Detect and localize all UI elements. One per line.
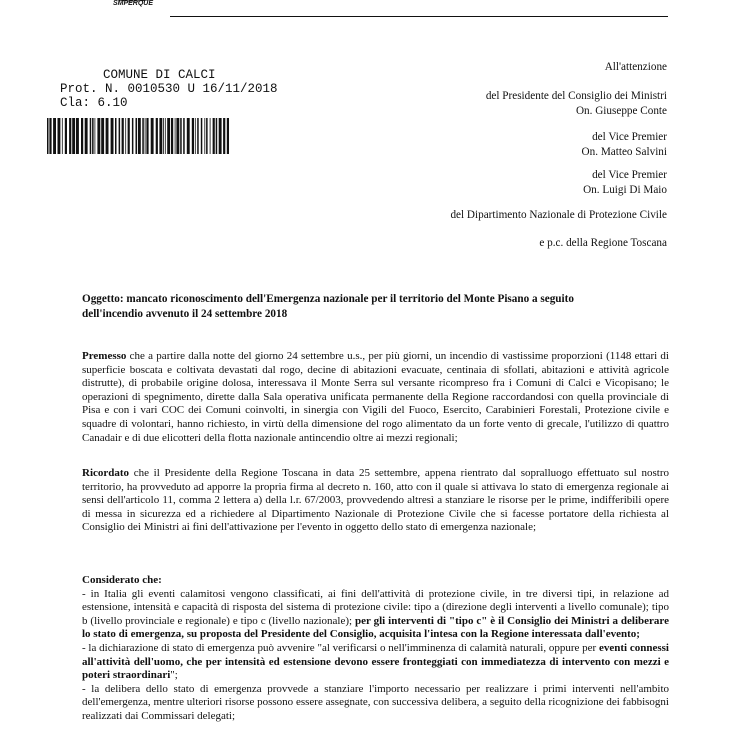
addressee-civil-protection: del Dipartimento Nazionale di Protezione Civile (450, 209, 667, 221)
paragraph-text: che a partire dalla notte del giorno 24 settembre u.s., per più giorni, un incendio di vastissime proporzioni (1148 ettari di superficie boscata e coltivata devastati dal rogo, decine di abitazioni evacuate, centinaia di sfollati, abitazioni e attività agricole distrutte), di probabile origine dolosa, interessava il Monte Serra sul versante ricompreso fra i Comuni di Calci e Vicopisano; le operazioni di spegnimento, dirette dalla Sala operativa unificata permanente della Regione raccordandosi con quella provinciale di Pisa e con i vari COC dei Comuni coinvolti, in sinergia con Vigili del Fuoco, Esercito, Carabinieri Forestali, Protezione civile e squadre di volontari, hanno richiesto, in virtù della dimensione del rogo alimentato da un forte vento di grecale, l'utilizzo di quattro Canadair e di due elicotteri della flotta nazionale antincendio oltre ai mezzi regionali; (82, 350, 669, 444)
stamp-classification: Cla: 6.10 (60, 96, 128, 110)
logo-text: SMPERQUE (112, 0, 154, 7)
addressee-role: del Vice Premier (592, 131, 667, 143)
attention-line: All'attenzione (604, 61, 667, 73)
subject-line-2: dell'incendio avvenuto il 24 settembre 2018 (82, 308, 288, 320)
addressee-role: del Presidente del Consiglio dei Ministri (485, 90, 667, 102)
letterhead-logo (94, 0, 172, 10)
addressee-name: On. Matteo Salvini (581, 145, 667, 158)
addressee-vice-premier-2 (583, 168, 667, 197)
paragraph-considerato (82, 574, 669, 724)
paragraph-heading: Considerato che: (82, 574, 162, 586)
paragraph-premesso (82, 350, 669, 445)
list-item: - la dichiarazione di stato di emergenza può avvenire "al verificarsi o nell'imminenza di calamità naturali, oppure per eventi connessi all'attività dell'uomo, che per intensità ed estensione devono essere fronteggiati con immediatezza di intervento con mezzi e poteri straordinari"; (82, 641, 669, 682)
stamp-protocol-number: Prot. N. 0010530 U 16/11/2018 (60, 82, 278, 96)
addressee-role: del Vice Premier (592, 169, 667, 181)
paragraph-ricordato (82, 467, 669, 535)
stamp-municipality: COMUNE DI CALCI (103, 68, 216, 82)
protocol-stamp (60, 68, 278, 110)
addressee-president (486, 89, 667, 118)
paragraph-lead: Ricordato (82, 467, 130, 479)
addressee-vice-premier-1 (582, 130, 667, 159)
addressee-name: On. Giuseppe Conte (575, 104, 667, 117)
paragraph-text: che il Presidente della Regione Toscana in data 25 settembre, appena rientrato dal sopralluogo effettuato sul nostro territorio, ha provveduto ad apporre la propria firma al decreto n. 160, atto con il quale si attivava lo stato di emergenza regionale ai sensi dell'articolo 11, comma 2 lettera a) della l.r. 67/2003, provvedendo altresì a stanziare le risorse per le prime, indifferibili opere di messa in sicurezza ed a richiedere al Dipartimento Nazionale di Protezione Civile che si facesse portatore della richiesta al Consiglio dei Ministri ai fini dell'attivazione per l'evento in oggetto dello stato di emergenza nazionale; (82, 467, 669, 534)
subject-line-1: Oggetto: mancato riconoscimento dell'Emergenza nazionale per il territorio del Monte Pisano a seguito (82, 293, 574, 305)
subject-line (82, 292, 667, 322)
barcode (47, 118, 229, 154)
header-rule (170, 16, 668, 17)
addressee-cc-region: e p.c. della Regione Toscana (539, 237, 667, 249)
addressee-name: On. Luigi Di Maio (583, 183, 667, 196)
list-item: - in Italia gli eventi calamitosi vengono classificati, ai fini dell'attività di protezione civile, in tre diversi tipi, in relazione ad estensione, intensità e capacità di risposta del sistema di protezione civile: tipo a (direzione degli interventi a livello comunale); tipo b (livello provinciale e regionale) e tipo c (livello nazionale); per gli interventi di "tipo c" è il Consiglio dei Ministri a deliberare lo stato di emergenza, su proposta del Presidente del Consiglio, acquisita l'intesa con la Regione interessata dall'evento; (82, 587, 669, 641)
paragraph-lead: Premesso (82, 350, 127, 362)
list-item: - la delibera dello stato di emergenza provvede a stanziare l'importo necessario per realizzare i primi interventi nell'ambito dell'emergenza, mentre ulteriori risorse possono essere assegnate, con successiva delibera, a seguito della ricognizione dei fabbisogni realizzati dai Commissari delegati; (82, 682, 669, 722)
